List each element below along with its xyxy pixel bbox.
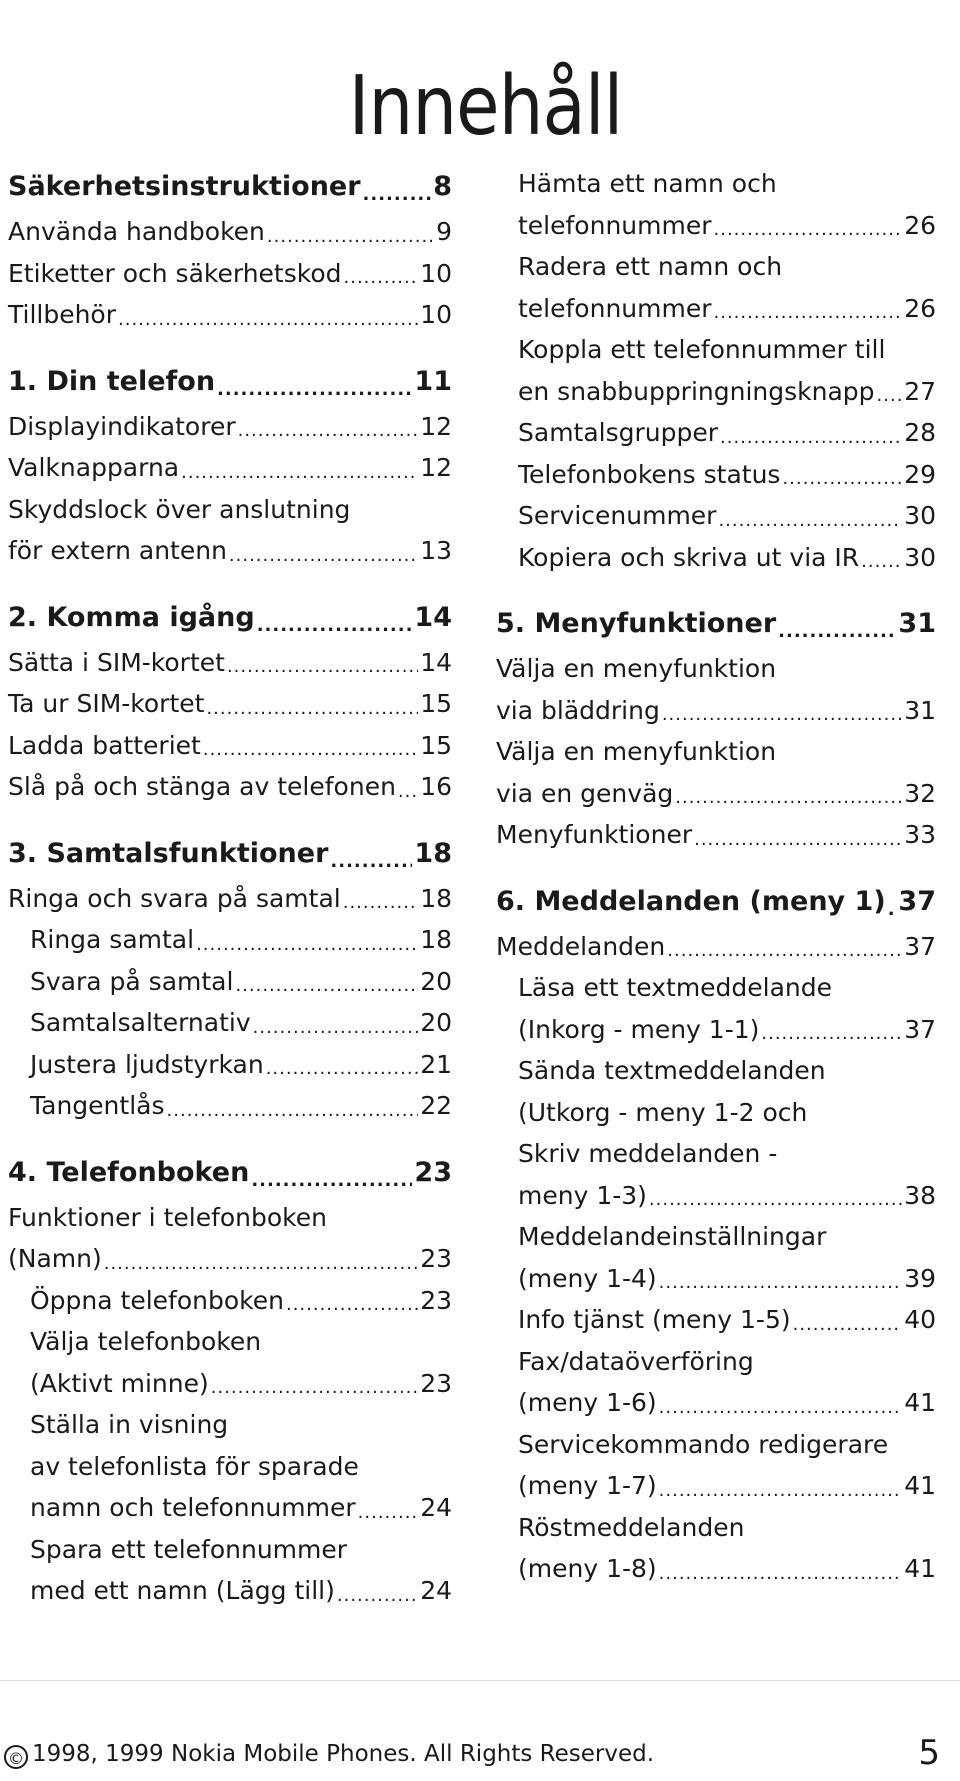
toc-leader-dots <box>694 824 902 856</box>
copyright-text: 1998, 1999 Nokia Mobile Phones. All Rights Reserved. <box>32 1741 655 1767</box>
toc-page-number: 20 <box>420 1008 452 1037</box>
toc-leader-dots <box>659 1392 903 1424</box>
toc-entry[interactable] <box>8 294 452 336</box>
toc-entry-title: telefonnummer <box>518 293 712 323</box>
toc-leader-dots <box>266 1053 419 1085</box>
toc-page-number: 18 <box>414 837 452 869</box>
copyright-notice <box>4 1741 654 1769</box>
toc-leader-dots <box>720 422 902 454</box>
toc-page-number: 41 <box>904 1388 936 1417</box>
toc-entry[interactable] <box>8 1570 452 1612</box>
toc-entry-title: Telefonbokens status <box>518 459 781 489</box>
toc-entry[interactable] <box>496 773 936 815</box>
toc-entry[interactable] <box>8 489 452 531</box>
toc-section-heading[interactable] <box>8 1149 452 1197</box>
toc-entry[interactable] <box>496 1382 936 1424</box>
toc-leader-dots <box>793 1309 903 1341</box>
toc-entry-title: Samtalsalternativ <box>30 1008 251 1037</box>
toc-entry-title: Röstmeddelanden <box>518 1512 745 1542</box>
toc-entry-title: Kopiera och skriva ut via IR <box>518 542 860 572</box>
toc-entry[interactable] <box>8 1197 452 1239</box>
toc-page-number: 22 <box>420 1091 452 1120</box>
toc-leader-dots <box>343 887 418 919</box>
toc-entry-title: Hämta ett namn och <box>518 169 777 198</box>
toc-entry[interactable] <box>496 537 936 579</box>
toc-entry-title: 5. Menyfunktioner <box>496 608 777 639</box>
toc-leader-dots <box>675 782 902 814</box>
toc-page-number: 23 <box>420 1368 452 1398</box>
toc-entry[interactable] <box>496 163 936 205</box>
toc-page-number: 24 <box>420 1576 452 1605</box>
toc-entry[interactable] <box>496 1507 936 1549</box>
toc-page-number: 40 <box>904 1305 936 1334</box>
toc-leader-dots <box>888 894 897 926</box>
toc-entry[interactable] <box>8 878 452 920</box>
toc-entry[interactable] <box>8 642 452 684</box>
toc-page-number: 26 <box>904 210 936 240</box>
toc-entry-title: Ställa in visning <box>30 1410 229 1439</box>
toc-entry-title: Tangentlås <box>30 1091 165 1120</box>
toc-entry[interactable] <box>496 967 936 1009</box>
toc-entry-title: Servicekommando redigerare <box>518 1429 889 1459</box>
toc-entry-title: med ett namn (Lägg till) <box>30 1576 335 1605</box>
toc-entry[interactable] <box>496 1341 936 1383</box>
toc-leader-dots <box>778 616 896 648</box>
toc-entry-title: 3. Samtalsfunktioner <box>8 837 329 869</box>
toc-entry-title: Meddelanden <box>496 931 666 961</box>
toc-entry[interactable] <box>8 1238 452 1280</box>
toc-entry-title: Använda handboken <box>8 217 265 246</box>
page-number: 5 <box>918 1733 940 1773</box>
toc-page-number: 38 <box>904 1180 936 1210</box>
toc-entry-title: Meddelandeinställningar <box>518 1222 827 1251</box>
toc-leader-dots <box>286 1289 418 1321</box>
toc-page-number: 30 <box>904 542 936 572</box>
toc-entry-title: Välja en menyfunktion <box>496 737 777 766</box>
toc-entry-title: Fax/dataöverföring <box>518 1346 754 1376</box>
toc-page-number: 15 <box>420 730 452 760</box>
copyright-icon: © <box>4 1745 28 1769</box>
toc-entry-title: Välja en menyfunktion <box>496 654 777 683</box>
toc-page-number: 39 <box>904 1263 936 1293</box>
toc-page-number: 18 <box>420 925 452 954</box>
toc-leader-dots <box>196 929 418 961</box>
toc-entry-title: Displayindikatorer <box>8 411 236 441</box>
toc-entry-title: (meny 1-6) <box>518 1388 657 1417</box>
toc-page-number: 12 <box>420 453 452 482</box>
toc-entry[interactable] <box>496 731 936 773</box>
toc-entry[interactable] <box>8 211 452 253</box>
toc-page-number: 28 <box>904 418 936 447</box>
toc-entry-title: (meny 1-7) <box>518 1471 657 1500</box>
toc-entry[interactable] <box>8 1002 452 1044</box>
toc-entry-title: Tillbehör <box>8 300 117 329</box>
toc-leader-dots <box>761 1018 902 1050</box>
toc-page-number: 41 <box>904 1554 936 1583</box>
toc-entry-title: Ringa samtal <box>30 925 195 954</box>
toc-page-number: 32 <box>904 778 936 808</box>
toc-entry-title: Valknapparna <box>8 453 180 482</box>
toc-leader-dots <box>227 651 418 683</box>
toc-leader-dots <box>206 693 418 725</box>
toc-leader-dots <box>659 1267 903 1299</box>
toc-leader-dots <box>118 304 418 336</box>
toc-page-number: 9 <box>436 217 452 246</box>
toc-section-heading[interactable] <box>8 163 452 211</box>
toc-leader-dots <box>251 1165 412 1197</box>
toc-entry-title: via en genväg <box>496 778 674 808</box>
toc-entry-title: Säkerhetsinstruktioner <box>8 171 361 202</box>
toc-page-number: 23 <box>420 1244 452 1273</box>
toc-page-number: 14 <box>414 601 452 633</box>
toc-entry[interactable] <box>496 1258 936 1300</box>
toc-leader-dots <box>667 935 902 967</box>
toc-page-number: 29 <box>904 459 936 489</box>
toc-leader-dots <box>104 1248 418 1280</box>
toc-entry-title: Ladda batteriet <box>8 730 201 760</box>
toc-page-number: 11 <box>414 365 452 397</box>
toc-entry[interactable] <box>496 205 936 247</box>
toc-entry[interactable] <box>8 961 452 1003</box>
toc-leader-dots <box>782 463 902 495</box>
toc-page-number: 10 <box>420 258 452 288</box>
toc-entry[interactable] <box>8 766 452 808</box>
toc-leader-dots <box>649 1184 902 1216</box>
toc-leader-dots <box>363 179 432 211</box>
toc-entry[interactable] <box>496 1050 936 1092</box>
toc-page-number: 12 <box>420 411 452 441</box>
toc-page-number: 14 <box>420 647 452 677</box>
toc-entry-title: en snabbuppringningsknapp <box>518 376 875 406</box>
toc-entry[interactable] <box>496 288 936 330</box>
toc-entry[interactable] <box>496 1092 936 1134</box>
toc-left-column <box>8 163 452 1612</box>
toc-entry[interactable] <box>8 725 452 767</box>
toc-page-number: 8 <box>433 171 452 202</box>
toc-entry[interactable] <box>496 1133 936 1175</box>
toc-entry[interactable] <box>8 1085 452 1127</box>
toc-section-heading[interactable] <box>496 878 936 926</box>
toc-entry[interactable] <box>496 329 936 371</box>
toc-page-number: 23 <box>420 1285 452 1315</box>
toc-entry[interactable] <box>496 454 936 496</box>
toc-leader-dots <box>181 457 418 489</box>
toc-page-number: 37 <box>898 885 936 917</box>
toc-entry-title: Öppna telefonboken <box>30 1285 284 1315</box>
toc-entry-title: Samtalsgrupper <box>518 418 719 447</box>
toc-entry-title: Menyfunktioner <box>496 820 693 849</box>
toc-leader-dots <box>662 699 902 731</box>
toc-entry[interactable] <box>496 1548 936 1590</box>
toc-entry-title: Info tjänst (meny 1-5) <box>518 1305 791 1334</box>
toc-leader-dots <box>714 297 903 329</box>
toc-leader-dots <box>861 546 902 578</box>
toc-entry-title: Läsa ett textmeddelande <box>518 973 833 1002</box>
toc-entry[interactable] <box>496 371 936 413</box>
toc-entry-title: Svara på samtal <box>30 966 234 996</box>
toc-leader-dots <box>398 776 418 808</box>
page-footer <box>0 1680 960 1781</box>
toc-entry-title: för extern antenn <box>8 536 227 565</box>
toc-entry-title: meny 1-3) <box>518 1180 647 1210</box>
toc-entry-title: namn och telefonnummer <box>30 1493 356 1522</box>
toc-entry[interactable] <box>496 814 936 856</box>
toc-entry-title: (Namn) <box>8 1244 102 1273</box>
toc-page-number: 24 <box>420 1493 452 1522</box>
toc-entry-title: 2. Komma igång <box>8 601 255 633</box>
toc-section-heading[interactable] <box>496 600 936 648</box>
toc-leader-dots <box>217 374 412 406</box>
toc-page-number: 10 <box>420 300 452 329</box>
toc-entry[interactable] <box>8 1404 452 1446</box>
toc-entry-title: Etiketter och säkerhetskod <box>8 258 342 288</box>
toc-leader-dots <box>253 1012 419 1044</box>
toc-entry[interactable] <box>496 1465 936 1507</box>
toc-page-number: 30 <box>904 501 936 530</box>
toc-leader-dots <box>877 380 903 412</box>
toc-entry[interactable] <box>8 1487 452 1529</box>
toc-entry[interactable] <box>496 926 936 968</box>
toc-entry-title: (Inkorg - meny 1-1) <box>518 1014 760 1044</box>
toc-leader-dots <box>659 1558 903 1590</box>
toc-leader-dots <box>229 540 418 572</box>
toc-entry[interactable] <box>496 1299 936 1341</box>
toc-entry-title: Välja telefonboken <box>30 1327 262 1356</box>
section-spacer <box>496 856 936 878</box>
toc-entry-title: Ringa och svara på samtal <box>8 883 341 913</box>
toc-leader-dots <box>211 1372 418 1404</box>
toc-entry[interactable] <box>496 246 936 288</box>
toc-leader-dots <box>167 1095 419 1127</box>
toc-entry-title: Ta ur SIM-kortet <box>8 689 205 718</box>
toc-page-number: 23 <box>414 1156 452 1188</box>
toc-leader-dots <box>267 221 434 253</box>
toc-entry-title: 6. Meddelanden (meny 1) <box>496 885 886 917</box>
toc-leader-dots <box>238 415 419 447</box>
toc-page-number: 26 <box>904 293 936 323</box>
toc-page-number: 13 <box>420 536 452 565</box>
toc-entry-title: Funktioner i telefonboken <box>8 1202 327 1232</box>
toc-entry-title: Spara ett telefonnummer <box>30 1534 348 1564</box>
toc-entry[interactable] <box>8 1529 452 1571</box>
toc-entry[interactable] <box>8 683 452 725</box>
toc-entry-title: Sätta i SIM-kortet <box>8 647 225 677</box>
toc-entry[interactable] <box>496 690 936 732</box>
toc-entry[interactable] <box>8 253 452 295</box>
toc-entry-title: (meny 1-4) <box>518 1263 657 1293</box>
toc-leader-dots <box>659 1475 903 1507</box>
toc-leader-dots <box>257 610 413 642</box>
toc-entry[interactable] <box>8 1363 452 1405</box>
toc-section-heading[interactable] <box>8 358 452 406</box>
toc-leader-dots <box>337 1580 418 1612</box>
toc-section-heading[interactable] <box>8 830 452 878</box>
toc-leader-dots <box>714 214 903 246</box>
toc-page-number: 20 <box>420 966 452 996</box>
toc-leader-dots <box>358 1497 419 1529</box>
toc-page-number: 15 <box>420 689 452 718</box>
toc-leader-dots <box>235 970 418 1002</box>
toc-entry[interactable] <box>496 1216 936 1258</box>
toc-entry-title: Skyddslock över anslutning <box>8 494 351 524</box>
toc-entry[interactable] <box>8 1044 452 1086</box>
toc-page-number: 37 <box>904 1014 936 1044</box>
toc-page-number: 31 <box>898 608 936 639</box>
toc-entry[interactable] <box>496 495 936 537</box>
toc-entry[interactable] <box>496 1175 936 1217</box>
toc-entry[interactable] <box>8 530 452 572</box>
toc-leader-dots <box>203 734 418 766</box>
section-spacer <box>8 572 452 594</box>
toc-entry-title: av telefonlista för sparade <box>30 1451 359 1481</box>
toc-page-number: 21 <box>420 1049 452 1079</box>
toc-entry-title: Sända textmeddelanden <box>518 1056 826 1085</box>
toc-entry-title: Slå på och stänga av telefonen <box>8 772 396 801</box>
toc-entry-title: 1. Din telefon <box>8 365 216 397</box>
toc-entry-title: 4. Telefonboken <box>8 1156 250 1188</box>
toc-page-number: 33 <box>904 820 936 849</box>
section-spacer <box>496 578 936 600</box>
toc-entry[interactable] <box>496 412 936 454</box>
toc-entry-title: via bläddring <box>496 695 660 725</box>
toc-entry[interactable] <box>8 919 452 961</box>
toc-entry-title: (Utkorg - meny 1-2 och <box>518 1097 808 1127</box>
toc-entry[interactable] <box>496 1009 936 1051</box>
toc-leader-dots <box>330 846 412 878</box>
toc-entry[interactable] <box>496 648 936 690</box>
toc-right-column <box>496 163 936 1590</box>
toc-entry-title: Radera ett namn och <box>518 252 783 281</box>
toc-entry-title: telefonnummer <box>518 210 712 240</box>
toc-entry[interactable] <box>8 1280 452 1322</box>
toc-page-number: 37 <box>904 931 936 961</box>
toc-entry[interactable] <box>8 1321 452 1363</box>
toc-entry[interactable] <box>496 1424 936 1466</box>
toc-page-number: 27 <box>904 376 936 406</box>
toc-page-number: 41 <box>904 1471 936 1500</box>
toc-entry-title: Koppla ett telefonnummer till <box>518 335 886 364</box>
section-spacer <box>8 1127 452 1149</box>
toc-leader-dots <box>344 262 419 294</box>
section-spacer <box>8 336 452 358</box>
page-title: Innehåll <box>348 58 622 154</box>
section-spacer <box>8 808 452 830</box>
toc-section-heading[interactable] <box>8 594 452 642</box>
toc-entry-title: (meny 1-8) <box>518 1554 657 1583</box>
toc-entry[interactable] <box>8 406 452 448</box>
toc-entry-title: Servicenummer <box>518 501 717 530</box>
toc-page-number: 18 <box>420 883 452 913</box>
toc-entry[interactable] <box>8 447 452 489</box>
toc-page-number: 16 <box>420 772 452 801</box>
toc-entry[interactable] <box>8 1446 452 1488</box>
toc-entry-title: (Aktivt minne) <box>30 1368 209 1398</box>
toc-page-number: 31 <box>904 695 936 725</box>
toc-leader-dots <box>718 505 902 537</box>
toc-entry-title: Skriv meddelanden - <box>518 1139 778 1168</box>
toc-entry-title: Justera ljudstyrkan <box>30 1049 264 1079</box>
